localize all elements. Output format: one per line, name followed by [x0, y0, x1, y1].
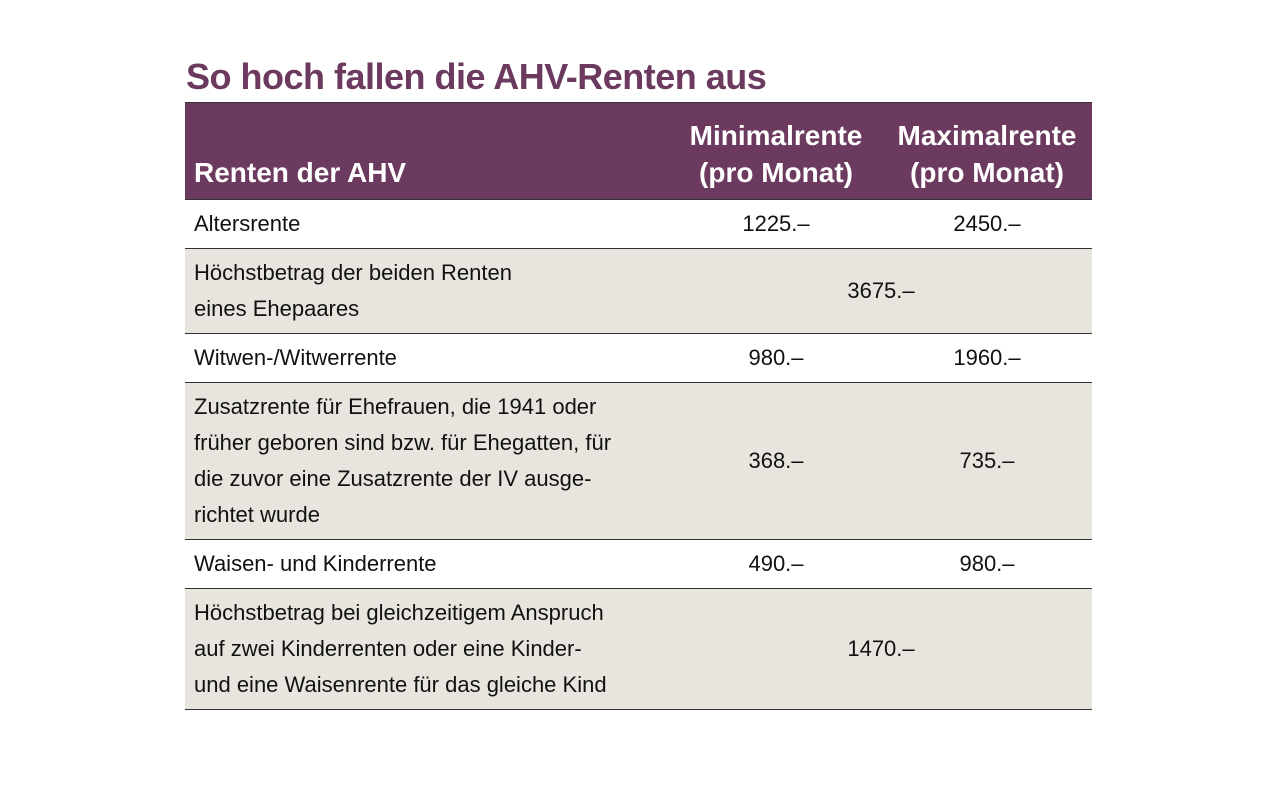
table-row: [185, 249, 1092, 334]
header-minimalrente-line2: (pro Monat): [699, 157, 853, 188]
header-minimalrente-line1: Minimalrente: [689, 120, 863, 151]
min-value: 980.–: [670, 334, 882, 383]
min-value: 1225.–: [670, 200, 882, 249]
row-label: Waisen- und Kinderrente: [185, 540, 670, 589]
max-value: 735.–: [882, 383, 1092, 540]
max-value: 1960.–: [882, 334, 1092, 383]
row-label-line: richtet wurde: [194, 502, 320, 527]
row-label-line: Höchstbetrag der beiden Renten: [194, 260, 512, 285]
min-value: 368.–: [670, 383, 882, 540]
row-label: [185, 383, 670, 540]
ahv-pension-table: [185, 102, 1092, 710]
table-row: [185, 540, 1092, 589]
min-value: 490.–: [670, 540, 882, 589]
row-label-line: Zusatzrente für Ehefrauen, die 1941 oder: [194, 394, 597, 419]
row-label-line: eines Ehepaares: [194, 296, 360, 321]
page-title: So hoch fallen die AHV-Renten aus: [186, 56, 767, 97]
table-row: [185, 383, 1092, 540]
combined-value: 1470.–: [670, 589, 1092, 710]
header-maximalrente-line1: Maximalrente: [897, 120, 1077, 151]
row-label-line: früher geboren sind bzw. für Ehegatten, für: [194, 430, 612, 455]
row-label-line: und eine Waisenrente für das gleiche Kind: [194, 672, 607, 697]
row-label: [185, 589, 670, 710]
table-row: [185, 334, 1092, 383]
row-label-line: die zuvor eine Zusatzrente der IV ausge-: [194, 466, 592, 491]
table-row: [185, 589, 1092, 710]
header-minimalrente: [670, 103, 882, 200]
header-maximalrente: [882, 103, 1092, 200]
row-label: Altersrente: [185, 200, 670, 249]
row-label: [185, 249, 670, 334]
table-header-row: [185, 103, 1092, 200]
header-renten-der-ahv: Renten der AHV: [185, 103, 670, 200]
row-label-line: auf zwei Kinderrenten oder eine Kinder-: [194, 636, 582, 661]
row-label-line: Höchstbetrag bei gleichzeitigem Anspruch: [194, 600, 604, 625]
header-maximalrente-line2: (pro Monat): [910, 157, 1064, 188]
row-label: Witwen-/Witwerrente: [185, 334, 670, 383]
combined-value: 3675.–: [670, 249, 1092, 334]
max-value: 980.–: [882, 540, 1092, 589]
max-value: 2450.–: [882, 200, 1092, 249]
table-row: [185, 200, 1092, 249]
